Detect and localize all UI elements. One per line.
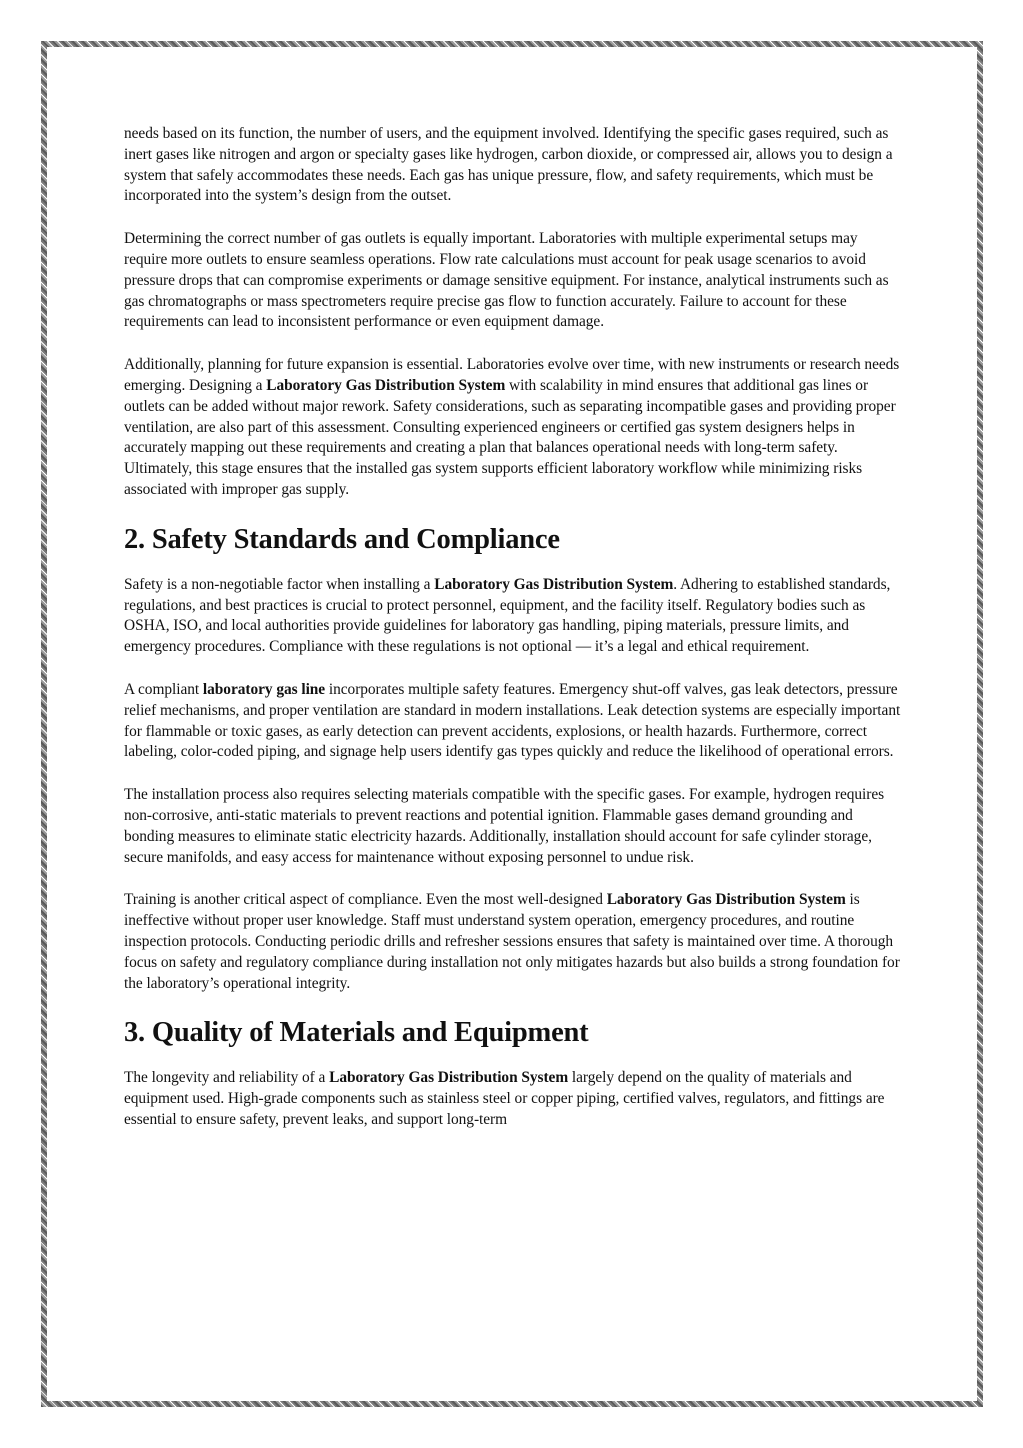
- paragraph-installation-materials: [124, 785, 902, 868]
- text-run: incorporates multiple safety features. Emergency shut-off valves, gas leak detectors, pressure relief mechanisms, and proper ventilation are standard in modern installations. Leak detection systems are especially important for flammable or toxic gases, as early detection can prevent accidents, explosions, or health hazards. Furthermore, correct labeling, color-coded piping, and signage help users identify gas types quickly and reduce the likelihood of operational errors.: [124, 680, 901, 761]
- bold-keyword: Laboratory Gas Distribution System: [329, 1069, 569, 1087]
- paragraph-materials-quality: [124, 1068, 902, 1130]
- text-run: Safety is a non-negotiable factor when installing a: [124, 575, 435, 593]
- text-run: Training is another critical aspect of compliance. Even the most well-designed: [124, 891, 607, 909]
- heading-safety-standards: 2. Safety Standards and Compliance: [124, 523, 560, 555]
- paragraph-future-expansion: [124, 355, 902, 501]
- text-run: The longevity and reliability of a: [124, 1069, 330, 1087]
- text-run: Determining the correct number of gas outlets is equally important. Laboratories with multiple experimental setups may require more outlets to ensure seamless operations. Flow rate calculations must account for peak usage scenarios to avoid pressure drops that can compromise experiments or damage sensitive equipment. For instance, analytical instruments such as gas chromatographs or mass spectrometers require precise gas flow to function accurately. Failure to account for these requirements can lead to inconsistent performance or even equipment damage.: [124, 230, 889, 331]
- text-run: needs based on its function, the number of users, and the equipment involved. Identifying the specific gases required, such as inert gases like nitrogen and argon or specialty gases like hydrogen, carbon dioxide, or compressed air, allows you to design a system that safely accommodates these needs. Each gas has unique pressure, flow, and safety requirements, which must be incorporated into the system’s design from the outset.: [124, 125, 893, 205]
- paragraph-gas-requirements: [124, 124, 902, 207]
- document-body: [124, 124, 902, 1153]
- heading-quality-materials: 3. Quality of Materials and Equipment: [124, 1017, 589, 1049]
- bold-keyword: laboratory gas line: [202, 680, 326, 698]
- paragraph-compliant-gas-line: [124, 680, 902, 763]
- bold-keyword: Laboratory Gas Distribution System: [606, 891, 846, 909]
- text-run: The installation process also requires selecting materials compatible with the specific gases. For example, hydrogen requires non-corrosive, anti-static materials to prevent reactions and potential ignition. Flammable gases demand grounding and bonding measures to eliminate static electricity hazards. Additionally, installation should account for safe cylinder storage, secure manifolds, and easy access for maintenance without exposing personnel to undue risk.: [124, 786, 885, 866]
- text-run: A compliant: [124, 680, 203, 698]
- text-run: largely depend on the quality of materials and equipment used. High-grade components such as stainless steel or copper piping, certified valves, regulators, and fittings are essential to ensure safety, prevent leaks, and support long-term: [124, 1069, 885, 1128]
- text-run: is ineffective without proper user knowledge. Staff must understand system operation, emergency procedures, and routine inspection protocols. Conducting periodic drills and refresher sessions ensures that safety is maintained over time. A thorough focus on safety and regulatory compliance during installation not only mitigates hazards but also builds a strong foundation for the laboratory’s operational integrity.: [124, 891, 900, 992]
- text-run: with scalability in mind ensures that additional gas lines or outlets can be added without major rework. Safety considerations, such as separating incompatible gases and providing proper ventilation, are also part of this assessment. Consulting experienced engineers or certified gas system designers helps in accurately mapping out these requirements and creating a plan that balances operational needs with long-term safety. Ultimately, this stage ensures that the installed gas system supports efficient laboratory workflow while minimizing risks associated with improper gas supply.: [124, 376, 896, 498]
- text-run: Additionally, planning for future expansion is essential. Laboratories evolve over time, with new instruments or research needs emerging. Designing a: [124, 356, 900, 394]
- bold-keyword: Laboratory Gas Distribution System: [434, 575, 674, 593]
- paragraph-training: [124, 890, 902, 994]
- bold-keyword: Laboratory Gas Distribution System: [266, 376, 506, 394]
- paragraph-gas-outlets: [124, 229, 902, 333]
- text-run: . Adhering to established standards, regulations, and best practices is crucial to protect personnel, equipment, and the facility itself. Regulatory bodies such as OSHA, ISO, and local authorities provide guidelines for laboratory gas handling, piping materials, pressure limits, and emergency procedures. Compliance with these regulations is not optional — it’s a legal and ethical requirement.: [124, 575, 891, 656]
- paragraph-safety-intro: [124, 575, 902, 658]
